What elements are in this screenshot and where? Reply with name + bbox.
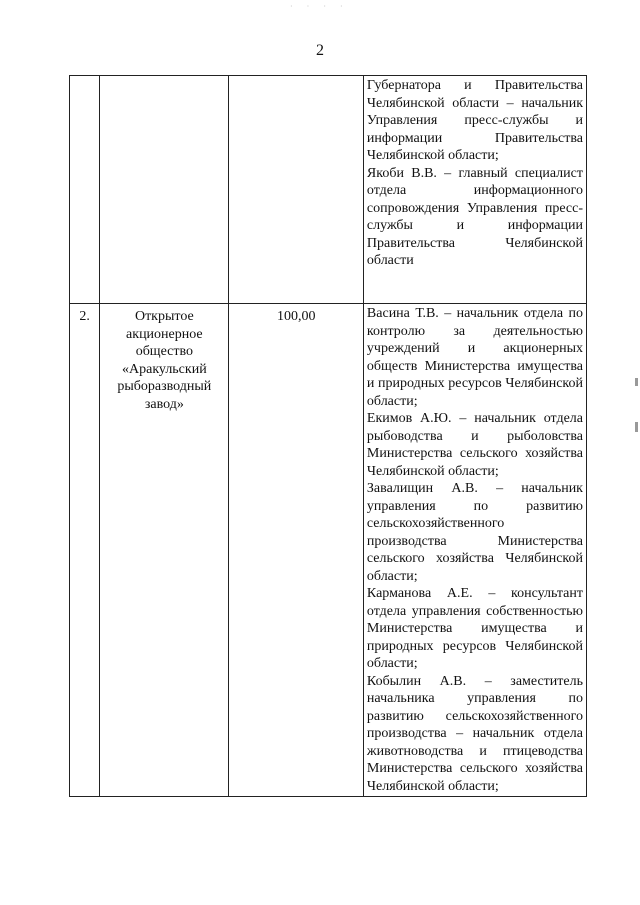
representative-entry: Васина Т.В. – начальник отдела по контролю за деятельностью учреждений и акционерных обществ Министерства имущества и природных ресурсов Челябинской области; — [366, 306, 583, 409]
representatives-table — [69, 75, 587, 797]
share-percent — [229, 76, 363, 304]
table-row — [70, 304, 587, 797]
representatives-cell — [363, 76, 586, 304]
row-number: 2. — [70, 304, 100, 797]
representative-entry: Екимов А.Ю. – начальник отдела рыбоводства и рыболовства Министерства сельского хозяйства Челябинской области; — [366, 411, 583, 479]
scan-artifact: · · · · — [290, 2, 349, 11]
representative-entry: Карманова А.Е. – консультант отдела управления собственностью Министерства имущества и природных ресурсов Челябинской области; — [366, 586, 583, 671]
representative-entry: Завалищин А.В. – начальник управления по развитию сельскохозяйственного производства Министерства сельского хозяйства Челябинской области; — [366, 481, 583, 584]
representatives-cell — [363, 304, 586, 797]
scan-artifact — [635, 378, 638, 386]
scan-artifact — [635, 422, 638, 432]
company-name — [100, 76, 229, 304]
row-number — [70, 76, 100, 304]
company-name: Открытое акционерное общество «Аракульский рыборазводный завод» — [100, 304, 229, 797]
representative-entry: Якоби В.В. – главный специалист отдела информационного сопровождения Управления пресс-службы и информации Правительства Челябинской области — [366, 165, 583, 268]
page-number: 2 — [316, 42, 324, 59]
table-row — [70, 76, 587, 304]
share-percent: 100,00 — [229, 304, 363, 797]
representative-entry: Губернатора и Правительства Челябинской области – начальник Управления пресс-службы и информации Правительства Челябинской области; — [366, 78, 583, 163]
representative-entry: Кобылин А.В. – заместитель начальника управления по развитию сельскохозяйственного производства – начальник отдела животноводства и птицеводства Министерства сельского хозяйства Челябинской области; — [366, 673, 583, 794]
